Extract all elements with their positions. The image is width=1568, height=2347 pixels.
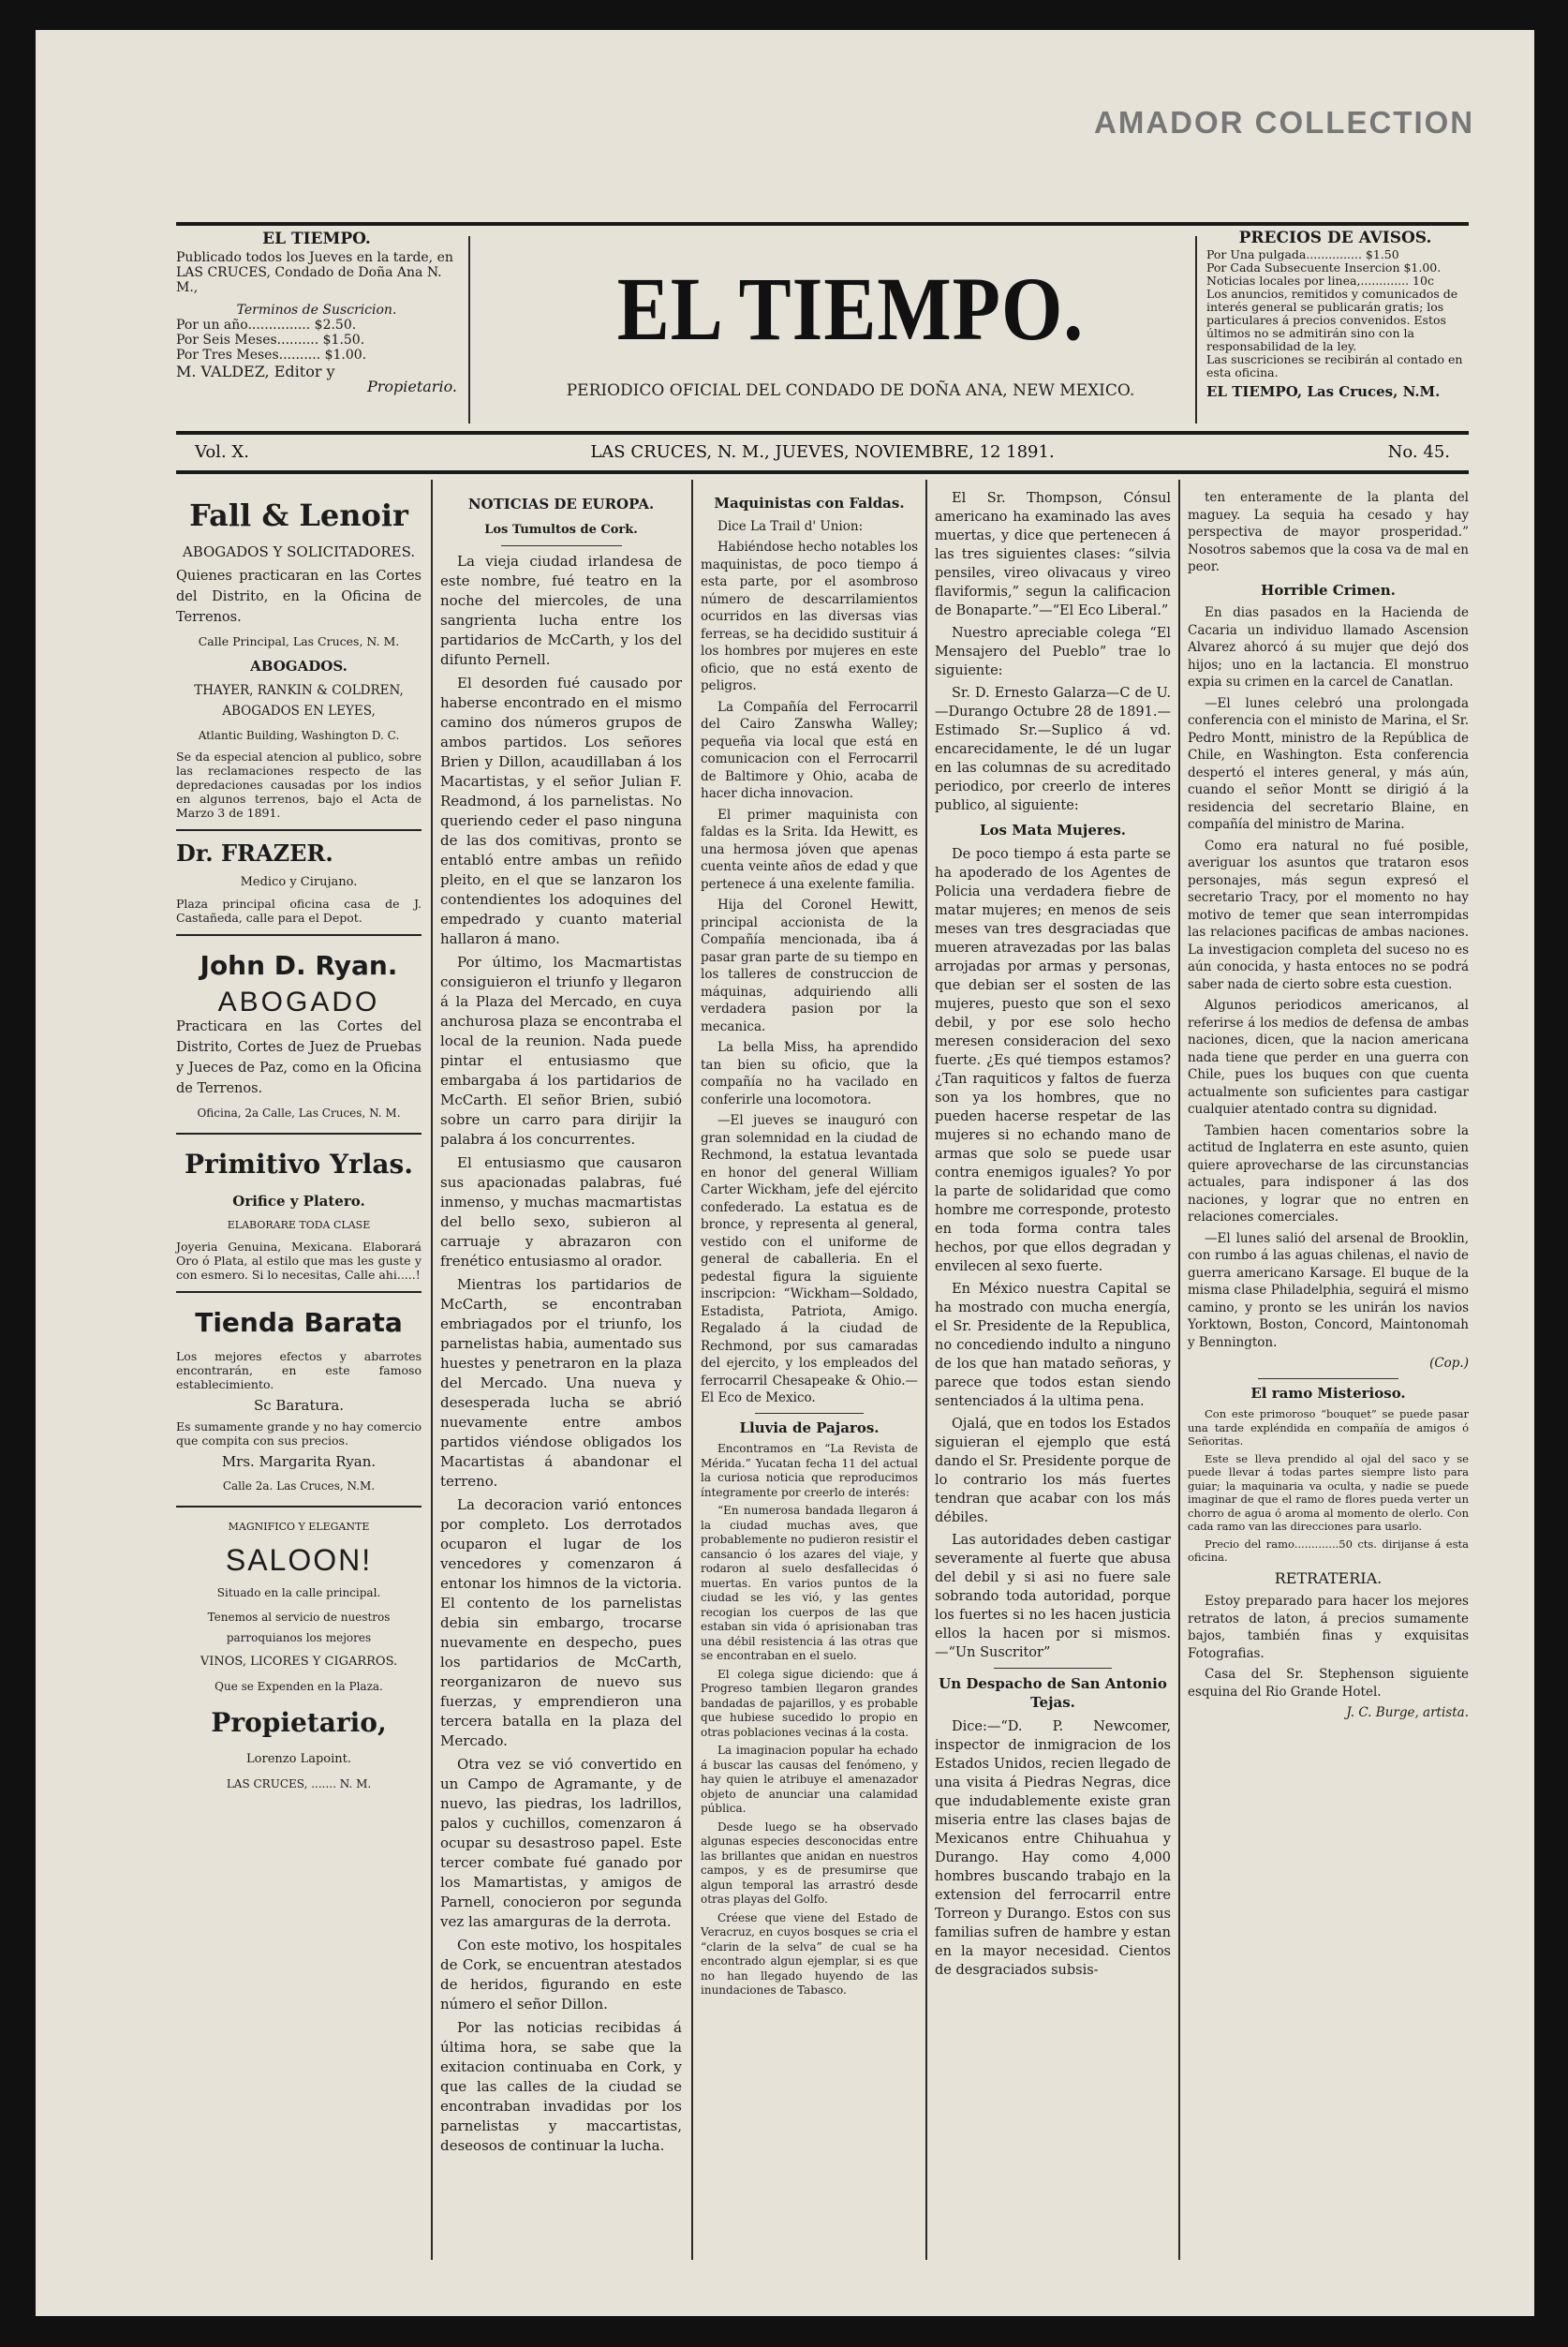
yrlas-name: Primitivo Yrlas. — [184, 1149, 413, 1180]
thayer-address: Atlantic Building, Washington D. C. — [198, 729, 400, 742]
mata-mujeres-heading: Los Mata Mujeres. — [979, 822, 1126, 839]
article-paragraph: Hija del Coronel Hewitt, principal accionista de la Compañía mencionada, iba á pasar gran parte de su tiempo en los talleres de construccion de máquinas, adquiriendo alli verdadera pasion por la mecanica. — [701, 898, 918, 1034]
ad-rate-note-2: Las suscriciones se recibirán al contado en esta oficina. — [1206, 352, 1463, 379]
frazer-title: Medico y Cirujano. — [240, 875, 358, 889]
europe-subheading: Los Tumultos de Cork. — [484, 523, 638, 537]
proprietor-address: LAS CRUCES, ....... N. M. — [226, 1777, 372, 1790]
volume: Vol. X. — [195, 442, 249, 462]
section-rule — [1258, 1378, 1398, 1379]
machinists-column — [701, 489, 918, 2002]
machinists-heading: Maquinistas con Faldas. — [714, 495, 905, 512]
article-paragraph: Nuestro apreciable colega “El Mensajero del Pueblo” trae lo siguiente: — [935, 626, 1171, 678]
article-paragraph: La bella Miss, ha aprendido tan bien su oficio, que la compañía no ha vacilado en conferirle una locomotora. — [701, 1040, 918, 1107]
birds-heading: Lluvia de Pajaros. — [739, 1419, 880, 1436]
masthead-title: EL TIEMPO. — [616, 260, 1085, 360]
article-paragraph: Por las noticias recibidas á última hora, se sabe que la exitacion continuaba en Cork, y que las calles de la ciudad se encontraban invadidas por los parnelistas y maccartistas, deseosos de continuar la lucha. — [440, 2019, 682, 2154]
article-paragraph: Como era natural no fué posible, averiguar los asuntos que trataron esos personajes, más segun expresó el secretario Tracy, por el momento no hay motivo de temer que sean interrompidas las relaciones pacificas de ambas naciones. La investigacion completa del suceso no es aún conocida, y hasta entoces no se podrá saber nada de cierto sobre esta cuestion. — [1188, 838, 1469, 992]
ad-rate-3: Noticias locales por linea,............. 10c — [1206, 274, 1434, 288]
saloon-name: SALOON! — [225, 1543, 373, 1577]
masthead-subtitle: PERIODICO OFICIAL DEL CONDADO DE DOÑA ANA, NEW MEXICO. — [566, 381, 1135, 400]
machinists-source: Dice La Trail d' Union: — [717, 518, 864, 534]
article-paragraph: Dice:—“D. P. Newcomer, inspector de inmigracion de los Estados Unidos, recien llegado de una visita á Piedras Negras, dice que indudablemente existe gran miseria entre las clases bajas de Mexicanos entre Chihuahua y Durango. Hay como 4,000 hombres buscando trabajo en la extension del ferrocarril entre Torreon y Durango. Estos con sus familias sufren de hambre y estan en la mayor necesidad. Cientos de desgraciados subsis- — [935, 1719, 1171, 1978]
tienda-name: Tienda Barata — [195, 1307, 403, 1338]
article-paragraph: —El lunes salió del arsenal de Brooklin, con rumbo á las aguas chilenas, el navio de guerra americano Karsage. El buque de la misma clase Philadelphia, seguirá el mismo camino, y pronto se les unirán los navios Yorktown, Boston, Concord, Maintonomah y Bennington. — [1188, 1230, 1469, 1350]
article-paragraph: Mientras los partidarios de McCarth, se encontraban embriagados por el triunfo, los parnelistas habia, aumentado sus huestes y penetraron en la plaza del Mercado. Una nueva y desesperada lucha se abrió nuevamente entre ambos partidos viéndose obligados los Macartistas á abandonar el terreno. — [440, 1276, 682, 1490]
frazer-text: Plaza principal oficina casa de J. Castañeda, calle para el Depot. — [176, 897, 422, 925]
article-paragraph: Casa del Sr. Stephenson siguiente esquina del Rio Grande Hotel. — [1188, 1667, 1469, 1700]
article-paragraph: La imaginacion popular ha echado á buscar las causas del fenómeno, y hay quien le atribuye el amenazador objeto de anunciar una calamidad pública. — [701, 1744, 918, 1815]
yrlas-title: Orifice y Platero. — [232, 1193, 365, 1210]
article-paragraph: En dias pasados en la Hacienda de Cacaria un individuo llamado Ascension Alvarez ahorcó á su mujer que dejó dos hijos; uno en la lactancia. El monstruo expia su crimen en la carcel de Canatlan. — [1188, 605, 1469, 690]
issue-number: No. 45. — [1387, 442, 1450, 462]
ad-separator — [176, 1133, 422, 1135]
ryan-text: Practicara en las Cortes del Distrito, Cortes de Juez de Pruebas y Jueces de Paz, como en la Oficina de Terrenos. — [176, 1019, 422, 1096]
section-rule — [755, 1413, 864, 1414]
europe-heading: NOTICIAS DE EUROPA. — [467, 496, 655, 512]
ryan-title: ABOGADO — [217, 987, 380, 1018]
ryan-address: Oficina, 2a Calle, Las Cruces, N. M. — [197, 1107, 401, 1120]
thayer-text: Se da especial atencion al publico, sobre las reclamaciones respecto de las depredaciones causadas por los indios en algunos terrenos, bajo el Acta de Marzo 3 de 1891. — [176, 750, 422, 820]
collection-stamp: AMADOR COLLECTION — [1094, 105, 1475, 140]
thayer-name: THAYER, RANKIN & COLDREN, ABOGADOS EN LEYES, — [194, 683, 404, 719]
ad-separator — [176, 829, 422, 831]
birds-article — [701, 1442, 918, 1998]
proprietor-person: Lorenzo Lapoint. — [246, 1752, 351, 1766]
section-rule — [994, 1668, 1112, 1669]
ad-separator — [176, 934, 422, 936]
article-paragraph: Habiéndose hecho notables los maquinistas, de poco tiempo á esta parte, por el asombroso número de descarrilamientos ocurridos en las diversas vias ferreas, se ha decidido sustituir á los hombres por mujeres en este oficio, que no está exento de peligros. — [701, 540, 918, 693]
yrlas-sub: ELABORARE TODA CLASE — [227, 1219, 371, 1231]
article-paragraph: Sr. D. Ernesto Galarza—C de U.—Durango Octubre 28 de 1891.—Estimado Sr.—Suplico á vd. encarecidamente, le dé un lugar en las columnas de su acreditado periodico, por creerlo de interes publico, al siguiente: — [935, 686, 1171, 813]
article-paragraph: Con este primoroso “bouquet” se puede pasar una tarde expléndida en compañía de amigos ó Señoritas. — [1188, 1407, 1469, 1448]
saloon-location: Situado en la calle principal. — [216, 1586, 381, 1599]
header-rule — [176, 222, 1469, 226]
ramo-article — [1188, 1407, 1469, 1565]
column-divider-2 — [691, 480, 693, 2260]
article-paragraph: La decoracion varió entonces por completo. Los derrotados ocuparon el lugar de los vencedores y comenzaron á entonar los himnos de la victoria. El contento de los parnelistas debia sin embargo, trocarse nuevamente en despecho, pues los partidarios de McCarth, reorganizaron de nuevo sus fuerzas, y emprendieron una tercera batalla en la plaza del Mercado. — [440, 1496, 682, 1749]
article-paragraph: El primer maquinista con faldas es la Srita. Ida Hewitt, es una hermosa jóven que apenas cuenta veinte años de edad y que pertenece á una exelente familia. — [701, 807, 918, 892]
owner-line: Propietario. — [366, 378, 457, 395]
subscription-box — [176, 231, 457, 394]
terms-title: Terminos de Suscricion. — [236, 303, 397, 318]
article-paragraph: Ojalá, que en todos los Estados siguieran el ejemplo que está dando el Sr. Presidente porque de lo contrario los más fuertes tendran que acabar con los más débiles. — [935, 1417, 1171, 1525]
fall-lenoir-name: Fall & Lenoir — [189, 498, 408, 533]
newspaper-page — [36, 30, 1534, 2316]
article-paragraph: Otra vez se vió convertido en un Campo de Agramante, y de nuevo, las piedras, los ladrillos, palos y cuchillos, comenzaron á ocupar su desastroso papel. Este tercer combate fué ganado por los Mamartistas, y amigos de Parnell, conocieron por segunda vez las amarguras de la derrota. — [440, 1756, 682, 1930]
saloon-list: VINOS, LICORES Y CIGARROS. — [200, 1655, 398, 1669]
saloon-text: Tenemos al servicio de nuestros parroquianos los mejores — [207, 1611, 391, 1644]
rate-1: Por un año............... $2.50. — [176, 318, 357, 333]
dateline-rule-top — [176, 431, 1469, 435]
article-paragraph: ten enteramente de la planta del maguey. La sequia ha cesado y hay perspectiva de mayor prosperidad.” Nosotros sabemos que la cosa va de mal en peor. — [1188, 490, 1469, 574]
fall-lenoir-title: ABOGADOS Y SOLICITADORES. — [182, 543, 416, 560]
article-paragraph: Algunos periodicos americanos, al referirse á los medios de defensa de ambas naciones, dicen, que la nacion americana nada tiene que perder en una guerra con Chile, pues los buques con que cuenta actualmente son suficientes para castigar cualquier atentado contra su dignidad. — [1188, 998, 1469, 1117]
dateline-rule-bottom — [176, 470, 1469, 474]
ad-separator — [176, 1506, 422, 1508]
article-paragraph: Créese que viene del Estado de Veracruz, en cuyos bosques se cria el “clarin de la selva” de cual se ha encontrado algun ejemplar, si es que no han llegado huyendo de las inundaciones de Tabasco. — [701, 1910, 918, 1997]
issue-date: LAS CRUCES, N. M., JUEVES, NOVIEMBRE, 12 1891. — [590, 442, 1055, 462]
local-news-column — [935, 489, 1171, 1983]
editor-line: M. VALDEZ, Editor y — [176, 363, 335, 380]
header-divider-left — [468, 236, 470, 423]
tienda-sub: Sc Baratura. — [253, 1397, 345, 1414]
ad-separator — [176, 1291, 422, 1293]
tienda-text-2: Es sumamente grande y no hay comercio que compita con sus precios. — [176, 1419, 422, 1448]
subscription-box-title: EL TIEMPO. — [262, 230, 371, 248]
advertisements-column — [176, 489, 422, 1798]
article-paragraph: En México nuestra Capital se ha mostrado con mucha energía, el Sr. Presidente de la Republica, no concediendo indulto a ninguno de los que han matado señoras, y parece que todos estan siendo sentenciados á la ultima pena. — [935, 1282, 1171, 1409]
column-divider-3 — [925, 480, 927, 2260]
tienda-owner: Mrs. Margarita Ryan. — [221, 1453, 377, 1470]
article-paragraph: Estoy preparado para hacer los mejores retratos de laton, á precios sumamente bajos, también finas y exquisitas Fotografias. — [1188, 1594, 1469, 1661]
ad-rates-box — [1206, 231, 1464, 398]
ryan-name: John D. Ryan. — [200, 950, 398, 981]
article-paragraph: La Compañía del Ferrocarril del Cairo Zanswha Walley; pequeña via local que está en comunicacion con el Ferrocarril de Baltimore y Ohio, acaba de hacer dicha innovacion. — [701, 699, 918, 801]
article-paragraph: Este se lleva prendido al ojal del saco y se puede llevar á todas partes siempre listo para guiar; la maquinaria va oculta, y nadie se puede imaginar de que el ramo de flores pueda verter un chorro de agua ó aroma al momento de olerlo. Con cada ramo van las direcciones para usarlo. — [1188, 1451, 1469, 1533]
saloon-sub: Que se Expenden en la Plaza. — [214, 1680, 383, 1693]
article-paragraph: Encontramos en “La Revista de Mérida.” Yucatan fecha 11 del actual la curiosa noticia que reproducimos íntegramente por creerlo de interés: — [701, 1442, 918, 1499]
fall-lenoir-text: Quienes practicaran en las Cortes del Distrito, en la Oficina de Terrenos. — [176, 569, 422, 625]
article-paragraph: “En numerosa bandada llegaron á la ciudad muchas aves, que probablemente no pudieron resistir el cansancio ó los azares del viaje, y rodaron al suelo desfallecidas ó muertas. En varios puntos de la ciudad se les vió, y las gentes recogian los cuerpos de las que estaban sin vida ó aprisionaban tras una débil resistencia á las otras que se encontraban en el suelo. — [701, 1504, 918, 1662]
rate-2: Por Seis Meses.......... $1.50. — [176, 333, 365, 348]
europe-news-column — [440, 489, 682, 2160]
article-paragraph: De poco tiempo á esta parte se ha apoderado de los Agentes de Policia una verdadera fiebre de matar mujeres; en menos de seis meses van tres desgraciadas que mueren atravezadas por las balas arrojadas por armas y personas, que debian ser el sosten de las mujeres, puesto que son el sexo debil, y por ese solo hecho meresen consideracion del sexo fuerte. ¿Es qué tiempos estamos? ¿Tan raquiticos y faltos de fuerza son ya los hombres, que no pueden hacerse respetar de las mujeres si no echando mano de armas que solo se puede usar contra enemigos iguales? Yo por la parte de solidaridad que como hombre me corresponde, protesto en toda forma contra tales hechos, por que ellos degradan y envilecen al sexo fuerte. — [935, 847, 1171, 1274]
heading-rule — [501, 545, 622, 546]
tienda-text: Los mejores efectos y abarrotes encontrarán, en este famoso establecimiento. — [176, 1349, 422, 1391]
copied-note: (Cop.) — [1429, 1356, 1469, 1371]
article-paragraph: —El jueves se inauguró con gran solemnidad en la ciudad de Rechmond, la estatua levantada en honor del general William Carter Wickham, jefe del ejército confederado. La estatua es de bronce, y representa al general, vestido con el uniforme de general de caballeria. En el pedestal figura la siguiente inscripcion: “Wickham—Soldado, Estadista, Patriota, Amigo. Regalado á la ciudad de Rechmond, por sus camaradas del ejercito, y los empleados del ferrocarril Chesapeake & Ohio.—El Eco de Mexico. — [701, 1113, 918, 1405]
header-divider-right — [1195, 236, 1197, 423]
retrateria-heading: RETRATERIA. — [1274, 1568, 1383, 1587]
article-paragraph: El desorden fué causado por haberse encontrado en el mismo camino dos números grupos de ambos partidos. Los señores Brien y Dillon, acaudillaban á los Macartistas, y el señor Julian F. Readmond, á los parnelistas. No queriendo ceder el paso ninguna de las dos comitivas, pronto se entabló entre ambas un reñido pleito, en el que se lanzaron los contendientes los adoquines del empedrado y cuanto material hallaron á mano. — [440, 675, 682, 947]
international-column — [1188, 489, 1469, 1722]
article-paragraph: Desde luego se ha observado algunas especies desconocidas entre las brillantes que anidan en nuestros campos, y es de presumirse que algun temporal las arrastró desde otras playas del Golfo. — [701, 1820, 918, 1906]
rate-3: Por Tres Meses.......... $1.00. — [176, 348, 367, 363]
article-paragraph: Por último, los Macmartistas consiguieron el triunfo y llegaron á la Plaza del Mercado, en cuya anchurosa plaza se encontraba el local de la reunion. Nada puede pintar el entusiasmo que embargaba á los partidarios de McCarth. El señor Brien, subió sobre un carro para dirijir la palabra á los concurrentes. — [440, 954, 682, 1148]
ad-rates-footer: EL TIEMPO, Las Cruces, N.M. — [1206, 383, 1441, 400]
ad-rate-2: Por Cada Subsecuente Insercion $1.00. — [1206, 260, 1442, 275]
article-paragraph: El colega sigue diciendo: que á Progreso tambien llegaron grandes bandadas de pajarillos, y es probable que hubiese sucedido lo propio en otras poblaciones vecinas á la costa. — [701, 1667, 918, 1739]
ad-rates-title: PRECIOS DE AVISOS. — [1238, 229, 1432, 247]
crimen-heading: Horrible Crimen. — [1261, 581, 1396, 599]
frazer-name: Dr. FRAZER. — [176, 839, 333, 867]
article-paragraph: Tambien hacen comentarios sobre la actitud de Inglaterra en este asunto, quien quiere aprovecharse de las circunstancias actuales, para indisponer á las dos naciones, y lograr que no entren en relaciones comerciales. — [1188, 1122, 1469, 1225]
column-divider-1 — [431, 480, 433, 2260]
publication-line: Publicado todos los Jueves en la tarde, en LAS CRUCES, Condado de Doña Ana N. M., — [176, 250, 453, 295]
artist-signature: J. C. Burge, artista. — [1346, 1705, 1469, 1720]
proprietor-label: Propietario, — [211, 1707, 387, 1738]
fall-lenoir-address: Calle Principal, Las Cruces, N. M. — [198, 634, 400, 648]
article-paragraph: El Sr. Thompson, Cónsul americano ha examinado las aves muertas, y dice que pertenecen á las tres siguientes clases: “silvia pensiles, vireo olivacaus y vireo flaviformis,” segun la calificacion de Bonaparte.”—“El Eco Liberal.” — [935, 491, 1171, 618]
tienda-address: Calle 2a. Las Cruces, N.M. — [222, 1479, 376, 1493]
ad-rate-note: Los anuncios, remitidos y comunicados de interés general se publicarán gratis; los particulares á precios convenidos. Estos últimos no se admitirán sino con la responsabilidad de la ley. — [1206, 287, 1458, 353]
ramo-heading: El ramo Misterioso. — [1250, 1384, 1406, 1402]
san-antonio-heading: Un Despacho de San Antonio Tejas. — [939, 1675, 1167, 1711]
article-paragraph: Precio del ramo.............50 cts. dirijanse á esta oficina. — [1188, 1537, 1469, 1564]
saloon-top: MAGNIFICO Y ELEGANTE — [228, 1521, 370, 1533]
column-divider-4 — [1178, 480, 1180, 2260]
article-paragraph: La vieja ciudad irlandesa de este nombre, fué teatro en la noche del miercoles, de una sangrienta lucha entre los partidarios de McCarth, y los del difunto Pernell. — [440, 553, 682, 668]
abogados-heading: ABOGADOS. — [250, 658, 348, 675]
ad-rate-1: Por Una pulgada............... $1.50 — [1206, 247, 1399, 261]
article-paragraph: Las autoridades deben castigar severamente al fuerte que abusa del debil y si asi no fuere sale sobrando toda autoridad, porque los fuertes si no les hacen justicia ellos la hacen por si mismos.—“Un Suscritor” — [935, 1533, 1171, 1660]
article-paragraph: —El lunes celebró una prolongada conferencia con el ministo de Marina, el Sr. Pedro Montt, ministro de la República de Chile, en Washington. Esta conferencia despertó el interes general, y más aún, cuando el señor Montt se dirigió á la residencia del secretario Blaine, en compañía del ministro de Marina. — [1188, 695, 1469, 832]
article-paragraph: El entusiasmo que causaron sus apacionadas palabras, fué inmenso, y muchas macmartistas del bello sexo, subieron al carruaje y abrazaron con frenético entusiasmo al orador. — [440, 1154, 682, 1270]
article-paragraph: Con este motivo, los hospitales de Cork, se encuentran atestados de heridos, figurando en este número el señor Dillon. — [440, 1937, 682, 2013]
yrlas-text: Joyeria Genuina, Mexicana. Elaborará Oro ó Plata, al estilo que mas les guste y con esmero. Si lo necesitas, Calle ahi.....! — [176, 1240, 422, 1282]
